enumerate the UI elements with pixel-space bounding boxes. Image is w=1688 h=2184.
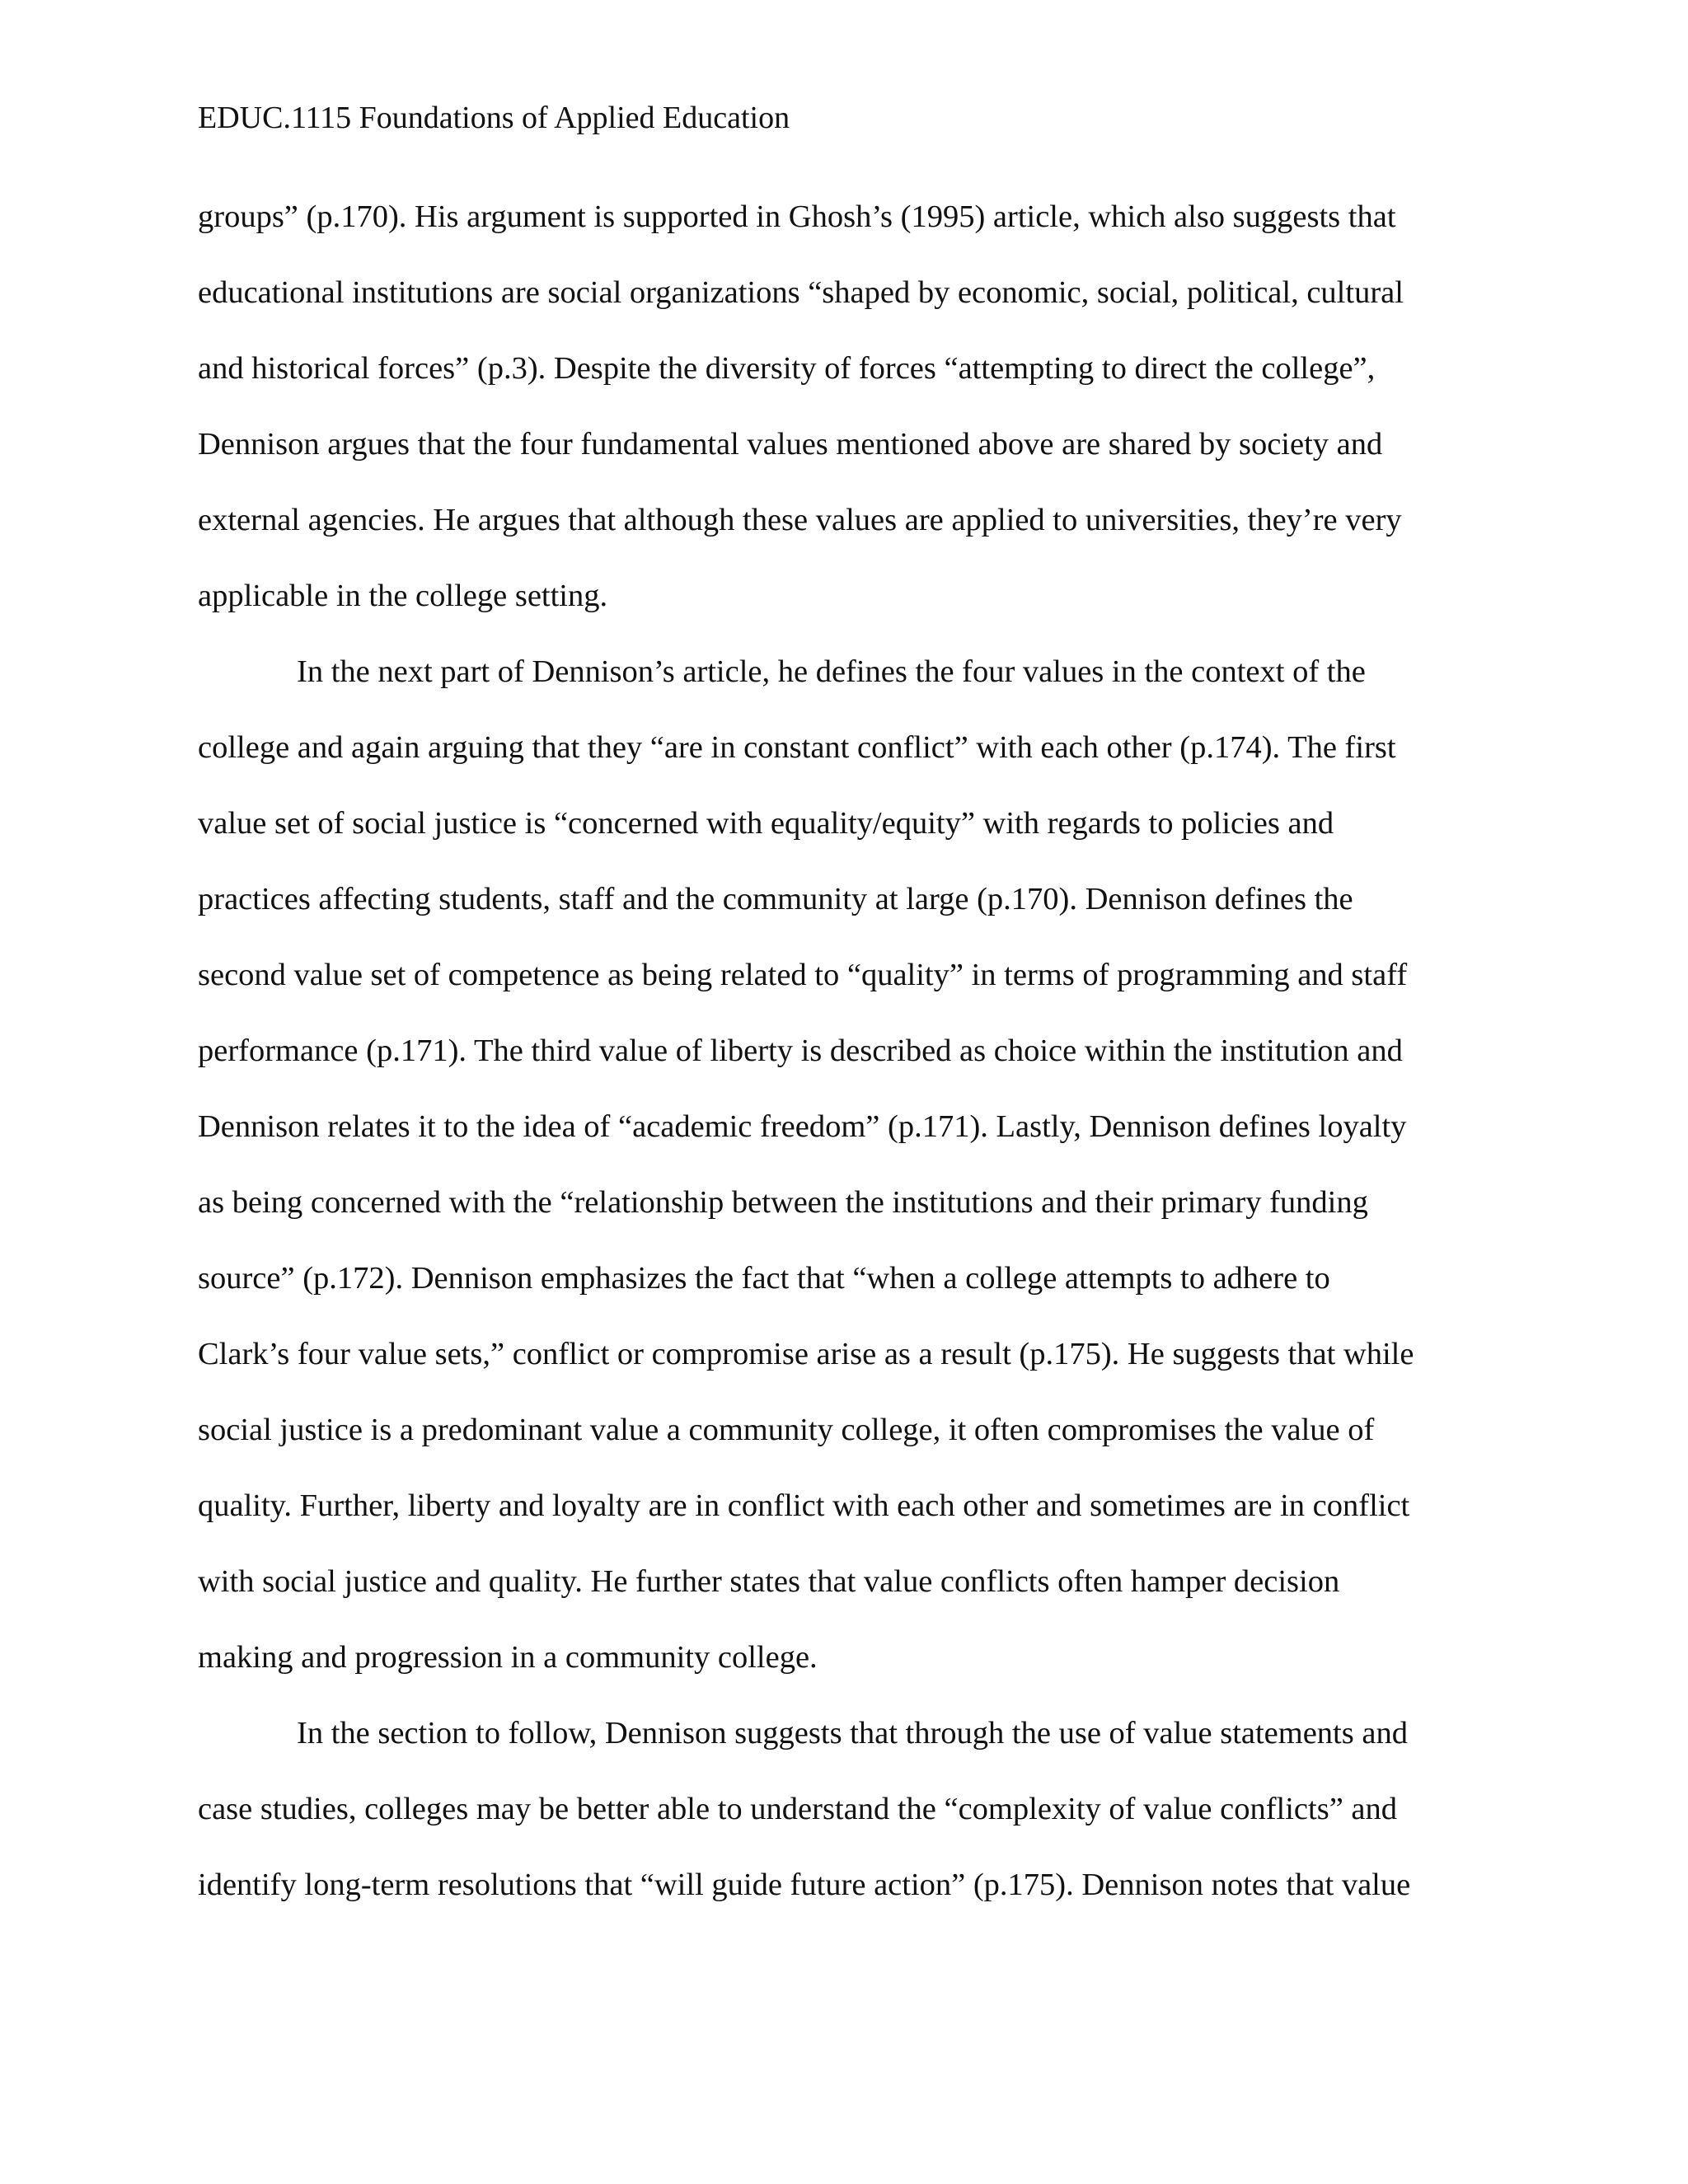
text-line: second value set of competence as being related to “quality” in terms of programming and staff	[198, 958, 1408, 992]
text-line: making and progression in a community college.	[198, 1640, 818, 1675]
text-line: identify long-term resolutions that “will guide future action” (p.175). Dennison notes that value	[198, 1868, 1411, 1902]
text-line: college and again arguing that they “are in constant conflict” with each other (p.174). The first	[198, 730, 1396, 765]
text-line: as being concerned with the “relationship between the institutions and their primary funding	[198, 1185, 1368, 1220]
text-line: Clark’s four value sets,” conflict or compromise arise as a result (p.175). He suggests that while	[198, 1337, 1414, 1371]
text-line: case studies, colleges may be better able to understand the “complexity of value conflicts” and	[198, 1792, 1397, 1826]
text-line: applicable in the college setting.	[198, 579, 608, 613]
text-line: social justice is a predominant value a community college, it often compromises the value of	[198, 1413, 1375, 1447]
text-line: quality. Further, liberty and loyalty are in conflict with each other and sometimes are in conflict	[198, 1488, 1410, 1523]
text-line: value set of social justice is “concerned with equality/equity” with regards to policies and	[198, 806, 1334, 841]
text-line: performance (p.171). The third value of liberty is described as choice within the institution and	[198, 1033, 1403, 1068]
paragraph-first-line: In the section to follow, Dennison suggests that through the use of value statements and	[297, 1716, 1408, 1750]
running-header: EDUC.1115 Foundations of Applied Education	[198, 101, 790, 135]
text-line: external agencies. He argues that although these values are applied to universities, they’re very	[198, 503, 1402, 537]
text-line: source” (p.172). Dennison emphasizes the fact that “when a college attempts to adhere to	[198, 1261, 1330, 1296]
paragraph-first-line: In the next part of Dennison’s article, he defines the four values in the context of the	[297, 654, 1366, 689]
text-line: practices affecting students, staff and the community at large (p.170). Dennison defines the	[198, 882, 1353, 916]
text-line: educational institutions are social organizations “shaped by economic, social, political, cultural	[198, 275, 1404, 310]
text-line: Dennison argues that the four fundamental values mentioned above are shared by society and	[198, 427, 1383, 462]
text-line: and historical forces” (p.3). Despite the diversity of forces “attempting to direct the college”,	[198, 351, 1376, 386]
text-line: with social justice and quality. He further states that value conflicts often hamper decision	[198, 1564, 1340, 1599]
text-line: Dennison relates it to the idea of “academic freedom” (p.171). Lastly, Dennison defines loyalty	[198, 1109, 1407, 1144]
text-line: groups” (p.170). His argument is supported in Ghosh’s (1995) article, which also suggests that	[198, 199, 1396, 234]
body-text	[198, 196, 1533, 1940]
